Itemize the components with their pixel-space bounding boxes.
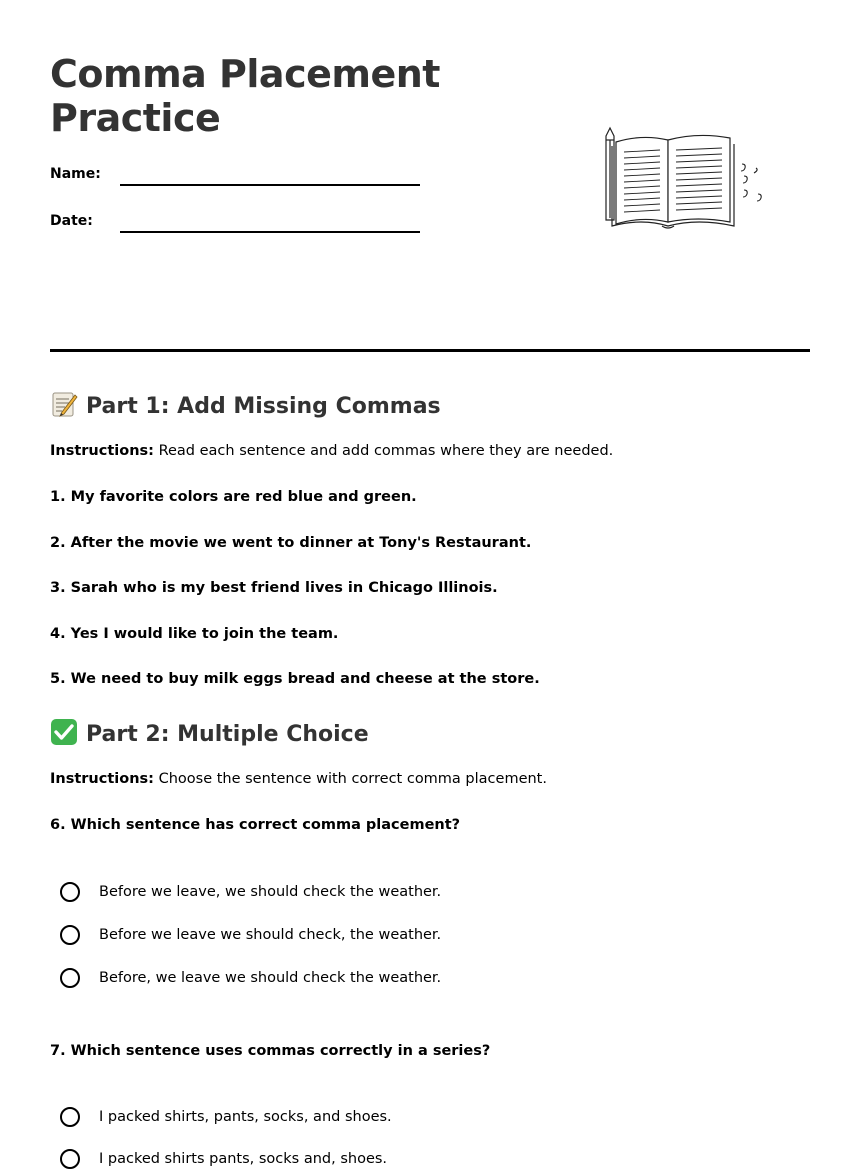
part2-instructions [50, 769, 547, 789]
worksheet-page [50, 0, 810, 1167]
part2-heading [50, 718, 369, 749]
check-mark-button-icon [50, 718, 78, 746]
part1-heading [50, 390, 441, 421]
section-divider [50, 349, 810, 352]
q6-option-b-radio[interactable] [60, 925, 80, 945]
date-label: Date: [50, 213, 93, 229]
question-6-prompt: 6. Which sentence has correct comma placement? [50, 817, 461, 833]
part1-instructions [50, 441, 613, 461]
question-7-prompt: 7. Which sentence uses commas correctly in a series? [50, 1043, 491, 1059]
q7-option-b-radio[interactable] [60, 1149, 80, 1169]
part1-item-5: 5. We need to buy milk eggs bread and cheese at the store. [50, 671, 540, 687]
part1-item-4: 4. Yes I would like to join the team. [50, 626, 339, 642]
part2-heading-text: Part 2: Multiple Choice [86, 722, 369, 747]
memo-pencil-icon [50, 390, 78, 418]
part2-instructions-label: Instructions: [50, 771, 154, 787]
page-title: Comma Placement Practice [50, 52, 440, 140]
part1-instructions-label: Instructions: [50, 443, 154, 459]
date-field[interactable] [50, 213, 420, 243]
q7-option-a-label[interactable]: I packed shirts, pants, socks, and shoes. [99, 1109, 392, 1125]
q6-option-b-label[interactable]: Before we leave we should check, the weather. [99, 927, 442, 943]
part1-item-3: 3. Sarah who is my best friend lives in Chicago Illinois. [50, 580, 498, 596]
date-line[interactable] [120, 231, 420, 233]
part1-heading-text: Part 1: Add Missing Commas [86, 394, 441, 419]
name-field[interactable] [50, 166, 420, 196]
name-label: Name: [50, 166, 101, 182]
part2-instructions-text: Choose the sentence with correct comma placement. [153, 771, 547, 787]
name-line[interactable] [120, 184, 420, 186]
open-book-with-pencil-icon [602, 126, 770, 230]
part1-item-2: 2. After the movie we went to dinner at Tony's Restaurant. [50, 535, 532, 551]
q6-option-c-radio[interactable] [60, 968, 80, 988]
q7-option-a-radio[interactable] [60, 1107, 80, 1127]
part1-item-1: 1. My favorite colors are red blue and green. [50, 489, 417, 505]
q7-option-b-label[interactable]: I packed shirts pants, socks and, shoes. [99, 1151, 388, 1167]
q6-option-a-label[interactable]: Before we leave, we should check the weather. [99, 884, 442, 900]
q6-option-c-label[interactable]: Before, we leave we should check the weather. [99, 970, 442, 986]
q6-option-a-radio[interactable] [60, 882, 80, 902]
part1-instructions-text: Read each sentence and add commas where they are needed. [153, 443, 614, 459]
